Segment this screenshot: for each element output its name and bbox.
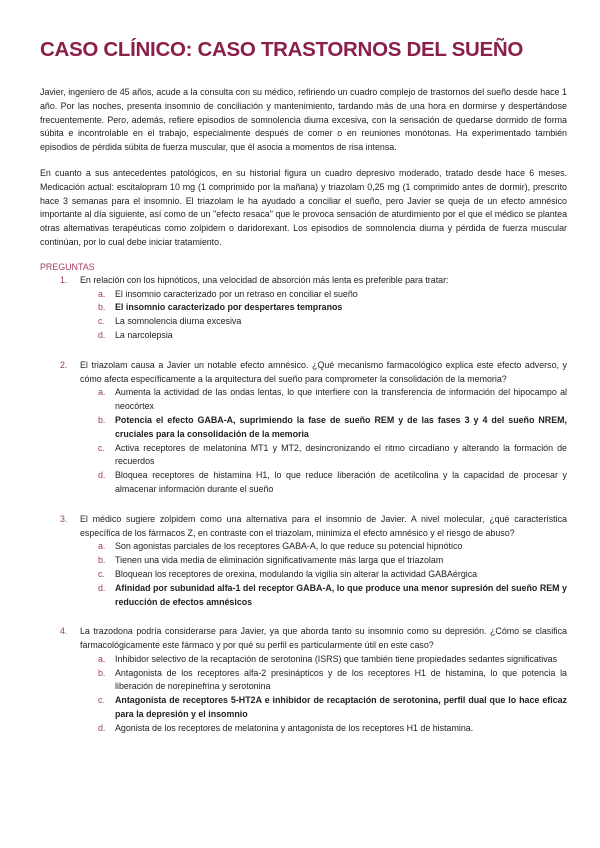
option-letter: d. (98, 470, 106, 481)
option-letter: b. (98, 414, 106, 425)
title-rest: : CASO TRASTORNOS DEL SUEÑO (185, 38, 524, 61)
case-paragraph-2: En cuanto a sus antecedentes patológicos, en su historial figura un cuadro depresivo moderado, tratado desde hace 6 meses. Medicación actual: escitalopram 10 mg (1 comprimido por la mañana) y triazolam 0,25 mg (1 comprimido antes de dormir), prescrito hace 3 semanas para el insomnio. El triazolam le ha ayudado a conciliar el sueño, pero Javier se queja de un efecto amnésico importante al día siguiente, así como de un "efecto resaca" que le provoca sensación de aturdimiento por el que el médico se plantea otras alternativas terapéuticas como zolpidem o daridorexant. Los episodios de somnolencia diurna y pérdida de fuerza muscular continúan, por lo cual debe iniciar tratamiento. (40, 167, 567, 247)
option-text: La somnolencia diurna excesiva (115, 316, 242, 327)
option-d (80, 582, 567, 610)
option-letter: d. (98, 582, 106, 593)
question-number: 2. (60, 359, 68, 370)
question-text: El triazolam causa a Javier un notable efecto amnésico. ¿Qué mecanismo farmacológico explica este efecto adverso, y cómo afecta específicamente a la arquitectura del sueño para comprometer la consolidación de la memoria? (80, 359, 567, 384)
option-text: Tienen una vida media de eliminación significativamente más larga que el triazolam (115, 555, 444, 566)
option-list (80, 288, 567, 343)
option-d (80, 722, 567, 736)
option-a (80, 653, 567, 667)
option-text: El insomnio caracterizado por despertares tempranos (115, 302, 343, 313)
option-letter: d. (98, 722, 106, 733)
option-c (80, 442, 567, 470)
document-page (40, 38, 567, 752)
option-list (80, 386, 567, 496)
question-2 (40, 359, 567, 497)
option-letter: b. (98, 302, 106, 313)
document-title (40, 38, 567, 62)
option-list (80, 540, 567, 609)
option-letter: b. (98, 667, 106, 678)
option-a (80, 288, 567, 302)
question-text: En relación con los hipnóticos, una velocidad de absorción más lenta es preferible para tratar: (80, 274, 449, 285)
option-c (80, 694, 567, 722)
option-letter: a. (98, 288, 106, 299)
option-letter: a. (98, 653, 106, 664)
question-text: El médico sugiere zolpidem como una alternativa para el insomnio de Javier. A nivel molecular, ¿qué característica específica de los fármacos Z, en contraste con el triazolam, minimiza el efecto amnésico y el riesgo de abuso? (80, 513, 567, 538)
title-bold: CASO CLÍNICO (40, 38, 186, 61)
option-text: Bloquea receptores de histamina H1, lo que reduce liberación de acetilcolina y la capacidad de procesar y almacenar información durante el sueño (115, 470, 567, 494)
option-text: Potencia el efecto GABA-A, suprimiendo la fase de sueño REM y de las fases 3 y 4 del sueño NREM, cruciales para la consolidación de la memoria (115, 414, 567, 439)
question-1 (40, 274, 567, 343)
option-text: Bloquean los receptores de orexina, modulando la vigilia sin alterar la actividad GABAérgica (115, 568, 478, 579)
question-number: 3. (60, 513, 68, 524)
option-text: Inhibidor selectivo de la recaptación de serotonina (ISRS) que también tiene propiedades sedantes significativas (115, 653, 558, 664)
case-paragraph-1: Javier, ingeniero de 45 años, acude a la consulta con su médico, refiriendo un cuadro complejo de trastornos del sueño desde hace 1 año. Por las noches, presenta insomnio de conciliación y mantenimiento, tardando más de una hora en dormirse y despertándose frecuentemente. Pero, además, refiere episodios de somnolencia diurna excesiva, con la sensación de quedarse dormido de forma súbita e incontrolable en el trabajo, especialmente después de comer o en reuniones monótonas. Ha experimentado también episodios de pérdida súbita de fuerza muscular, que él asocia a momentos de risa intensa. (40, 87, 567, 153)
option-text: Activa receptores de melatonina MT1 y MT2, desincronizando el ritmo circadiano y alterando la formación de recuerdos (115, 442, 567, 467)
option-b (80, 301, 567, 315)
option-text: Aumenta la actividad de las ondas lentas, lo que interfiere con la transferencia de información del hipocampo al neocórtex (115, 387, 567, 412)
option-text: El insomnio caracterizado por un retraso en conciliar el sueño (115, 288, 358, 299)
option-letter: c. (98, 442, 105, 453)
option-b (80, 667, 567, 695)
option-letter: a. (98, 387, 106, 398)
option-d (80, 469, 567, 497)
option-b (80, 554, 567, 568)
option-text: Afinidad por subunidad alfa-1 del receptor GABA-A, lo que produce una menor supresión del sueño REM y reducción de efectos amnésicos (115, 582, 567, 607)
option-a (80, 540, 567, 554)
option-letter: c. (98, 568, 105, 579)
option-text: Antagonista de los receptores alfa-2 presinápticos y de los receptores H1 de histamina, lo que potencia la liberación de norepinefrina y serotonina (115, 667, 567, 692)
option-letter: a. (98, 541, 106, 552)
question-3 (40, 513, 567, 610)
option-letter: c. (98, 316, 105, 327)
section-label: PREGUNTAS (40, 261, 95, 272)
question-number: 4. (60, 626, 68, 637)
option-c (80, 315, 567, 329)
option-d (80, 329, 567, 343)
option-b (80, 414, 567, 442)
option-letter: d. (98, 329, 106, 340)
option-text: La narcolepsia (115, 329, 173, 340)
option-list (80, 653, 567, 736)
question-text: La trazodona podría considerarse para Javier, ya que aborda tanto su insomnio como su depresión. ¿Cómo se clasifica farmacológicamente este fármaco y por qué su perfil es particularmente útil en este caso? (80, 626, 567, 651)
option-letter: b. (98, 555, 106, 566)
option-text: Agonista de los receptores de melatonina y antagonista de los receptores H1 de histamina. (115, 722, 474, 733)
option-text: Antagonista de receptores 5-HT2A e inhibidor de recaptación de serotonina, perfil dual que lo hace eficaz para la depresión y el insomnio (115, 695, 567, 720)
question-4 (40, 625, 567, 735)
question-number: 1. (60, 274, 68, 285)
option-c (80, 568, 567, 582)
option-letter: c. (98, 695, 105, 706)
option-text: Son agonistas parciales de los receptores GABA-A, lo que reduce su potencial hipnótico (115, 541, 463, 552)
option-a (80, 386, 567, 414)
question-list (40, 274, 567, 736)
